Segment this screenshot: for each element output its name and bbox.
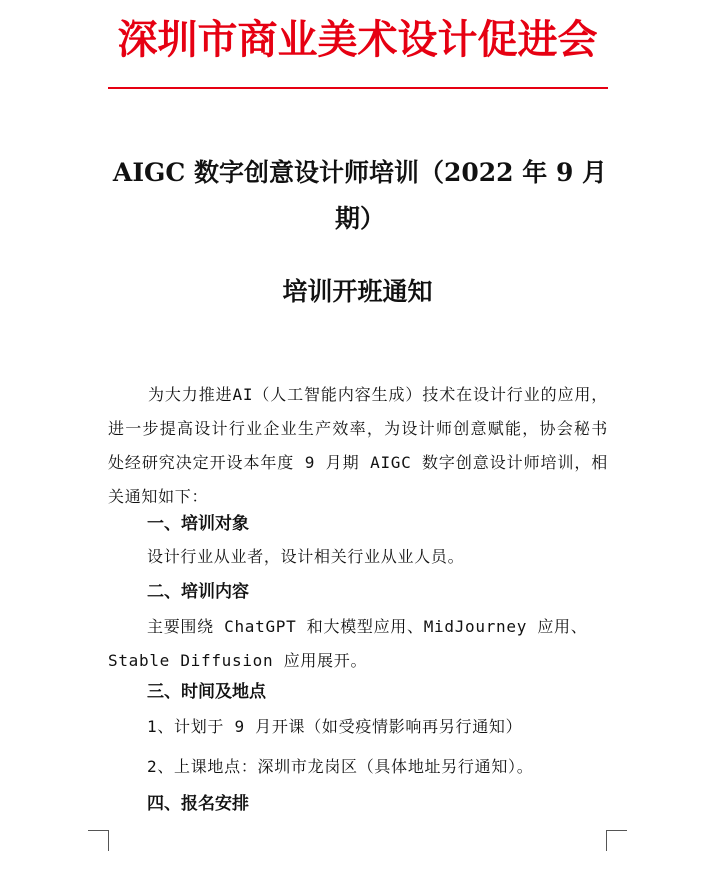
section-text-location: 2、上课地点：深圳市龙岗区（具体地址另行通知）。 bbox=[147, 757, 534, 776]
section-heading-content: 二、培训内容 bbox=[147, 582, 249, 602]
intro-paragraph: 为大力推进AI（人工智能内容生成）技术在设计行业的应用，进一步提高设计行业企业生产效率，为设计师创意赋能，协会秘书处经研究决定开设本年度 9 月期 AIGC 数字创意设计师培训，相关通知如下： bbox=[108, 385, 608, 506]
section-text-content-2: Stable Diffusion 应用展开。 bbox=[108, 651, 368, 670]
section-text-content-1: 主要围绕 ChatGPT 和大模型应用、MidJourney 应用、 bbox=[147, 617, 588, 636]
section-heading-registration: 四、报名安排 bbox=[147, 794, 249, 814]
document-subtitle: 培训开班通知 bbox=[282, 277, 433, 306]
section-text-audience: 设计行业从业者，设计相关行业从业人员。 bbox=[147, 547, 465, 566]
section-heading-audience: 一、培训对象 bbox=[147, 514, 249, 534]
section-heading-time-location: 三、时间及地点 bbox=[147, 682, 266, 702]
section-text-time: 1、计划于 9 月开课（如受疫情影响再另行通知） bbox=[147, 717, 523, 736]
header-divider bbox=[108, 87, 608, 89]
page-corner-mark-right bbox=[606, 830, 627, 851]
organization-name: 深圳市商业美术设计促进会 bbox=[117, 17, 598, 63]
document-title: AIGC 数字创意设计师培训（2022 年 9 月期） bbox=[112, 158, 608, 233]
page-corner-mark-left bbox=[88, 830, 109, 851]
